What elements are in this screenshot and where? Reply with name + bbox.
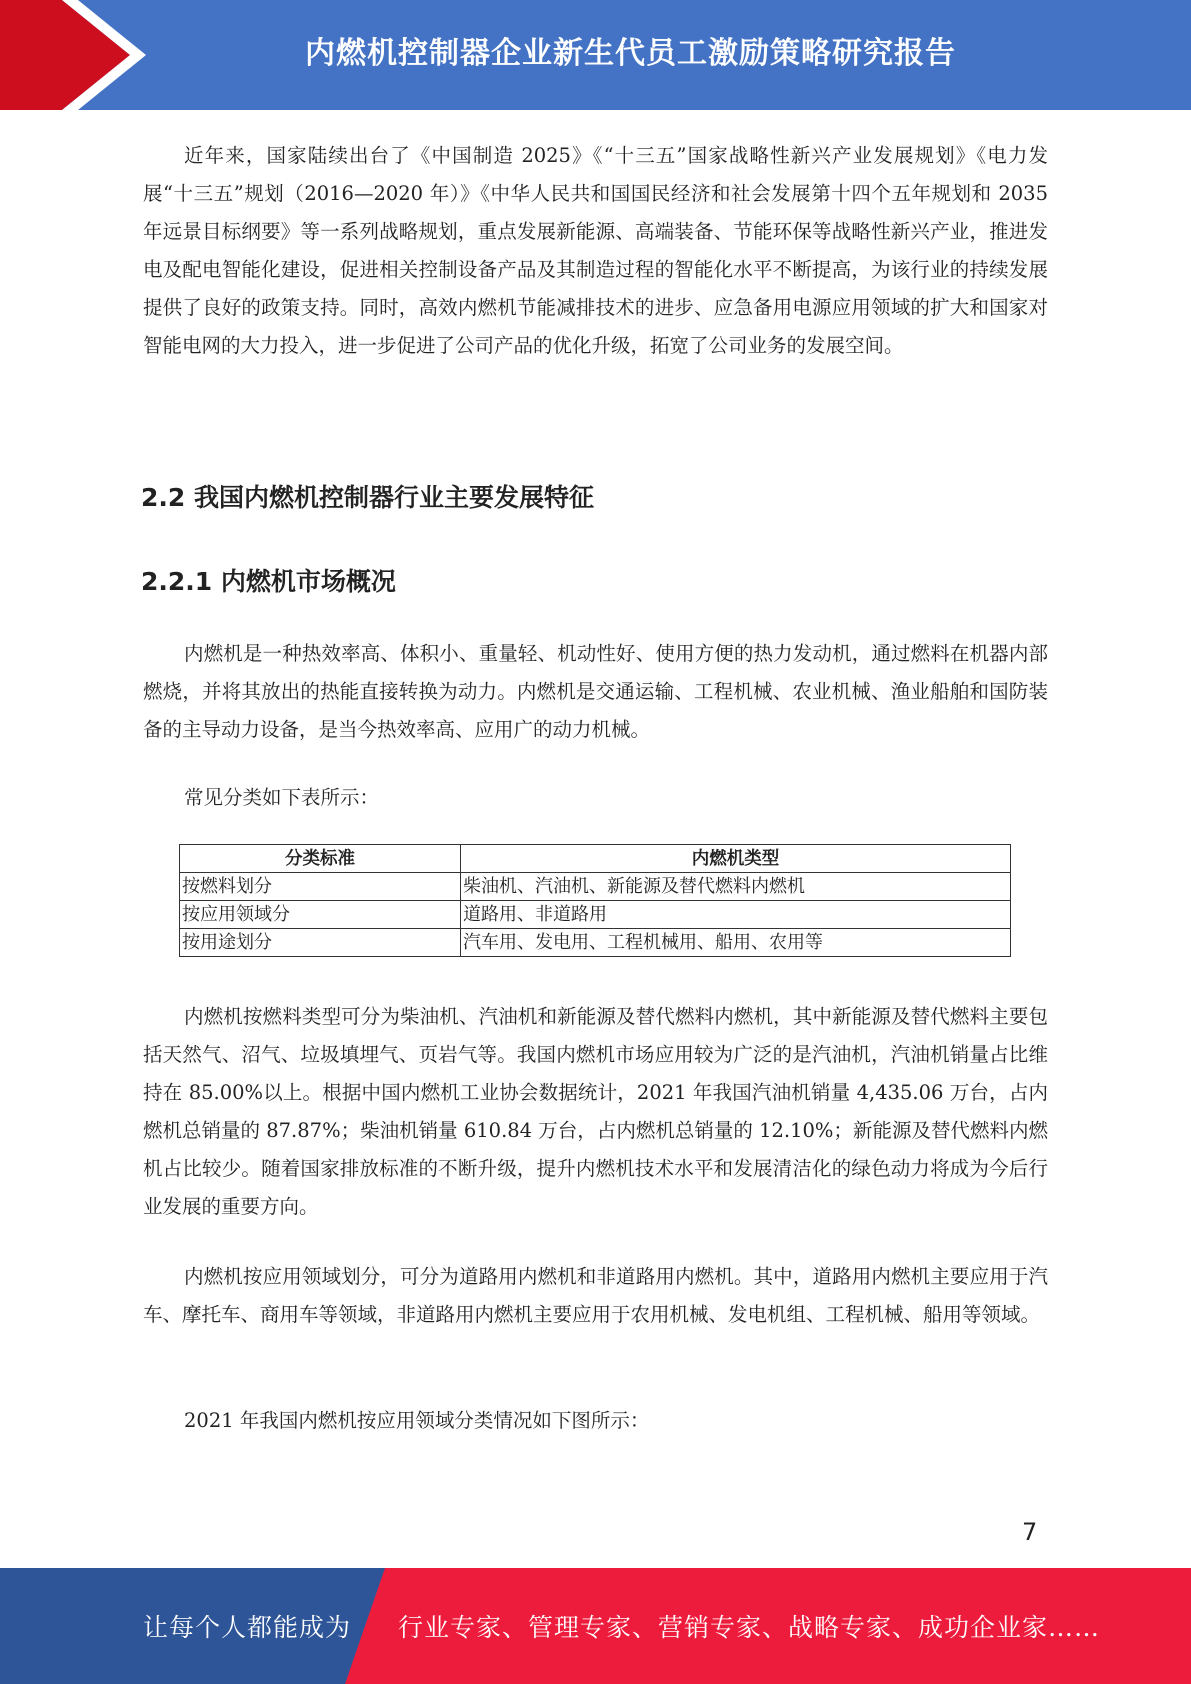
table-row [180, 901, 1011, 929]
table-row [180, 873, 1011, 901]
table-header-row [180, 845, 1011, 873]
paragraph-policy: 近年来，国家陆续出台了《中国制造 2025》《“十三五”国家战略性新兴产业发展规划》《电力发展“十三五”规划（2016—2020 年）》《中华人民共和国国民经济和社会发展第十四个五年规划和 2035 年远景目标纲要》等一系列战略规划，重点发展新能源、高端装备、节能环保等战略性新兴产业，推进发电及配电智能化建设，促进相关控制设备产品及其制造过程的智能化水平不断提高，为该行业的持续发展提供了良好的政策支持。同时，高效内燃机节能减排技术的进步、应急备用电源应用领域的扩大和国家对智能电网的大力投入，进一步促进了公司产品的优化升级，拓宽了公司业务的发展空间。 [143, 144, 1048, 357]
table-cell: 道路用、非道路用 [461, 901, 1011, 929]
table-cell: 按燃料划分 [180, 873, 461, 901]
document-title: 内燃机控制器企业新生代员工激励策略研究报告 [305, 36, 956, 71]
footer-slogan-right: 行业专家、管理专家、营销专家、战略专家、成功企业家…… [398, 1613, 1101, 1642]
footer-slogan-left: 让每个人都能成为 [143, 1613, 352, 1642]
paragraph-figure-intro: 2021 年我国内燃机按应用领域分类情况如下图所示： [184, 1409, 650, 1432]
table-header-cell: 分类标准 [180, 845, 461, 873]
table-cell: 按用途划分 [180, 929, 461, 957]
page-footer [0, 1568, 1191, 1684]
section-heading-2-2: 2.2 我国内燃机控制器行业主要发展特征 [141, 483, 594, 512]
paragraph-engine-intro: 内燃机是一种热效率高、体积小、重量轻、机动性好、使用方便的热力发动机，通过燃料在机器内部燃烧，并将其放出的热能直接转换为动力。内燃机是交通运输、工程机械、农业机械、渔业船舶和国防装备的主导动力设备，是当今热效率高、应用广的动力机械。 [143, 642, 1048, 741]
table-row [180, 929, 1011, 957]
page-number: 7 [1022, 1518, 1038, 1546]
section-heading-2-2-1: 2.2.1 内燃机市场概况 [141, 567, 396, 596]
header-arrow-icon [0, 0, 150, 110]
paragraph-fuel-types: 内燃机按燃料类型可分为柴油机、汽油机和新能源及替代燃料内燃机，其中新能源及替代燃料主要包括天然气、沼气、垃圾填埋气、页岩气等。我国内燃机市场应用较为广泛的是汽油机，汽油机销量占比维持在 85.00%以上。根据中国内燃机工业协会数据统计，2021 年我国汽油机销量 4,435.06 万台，占内燃机总销量的 87.87%；柴油机销量 610.84 万台，占内燃机总销量的 12.10%；新能源及替代燃料内燃机占比较少。随着国家排放标准的不断升级，提升内燃机技术水平和发展清洁化的绿色动力将成为今后行业发展的重要方向。 [143, 1005, 1048, 1218]
table-header-cell: 内燃机类型 [461, 845, 1011, 873]
page-header [0, 0, 1191, 110]
table-cell: 按应用领域分 [180, 901, 461, 929]
table-cell: 汽车用、发电用、工程机械用、船用、农用等 [461, 929, 1011, 957]
paragraph-table-intro: 常见分类如下表所示： [184, 786, 380, 809]
table-cell: 柴油机、汽油机、新能源及替代燃料内燃机 [461, 873, 1011, 901]
classification-table [179, 844, 1011, 957]
paragraph-application-fields: 内燃机按应用领域划分，可分为道路用内燃机和非道路用内燃机。其中，道路用内燃机主要应用于汽车、摩托车、商用车等领域，非道路用内燃机主要应用于农用机械、发电机组、工程机械、船用等领域。 [143, 1265, 1048, 1326]
